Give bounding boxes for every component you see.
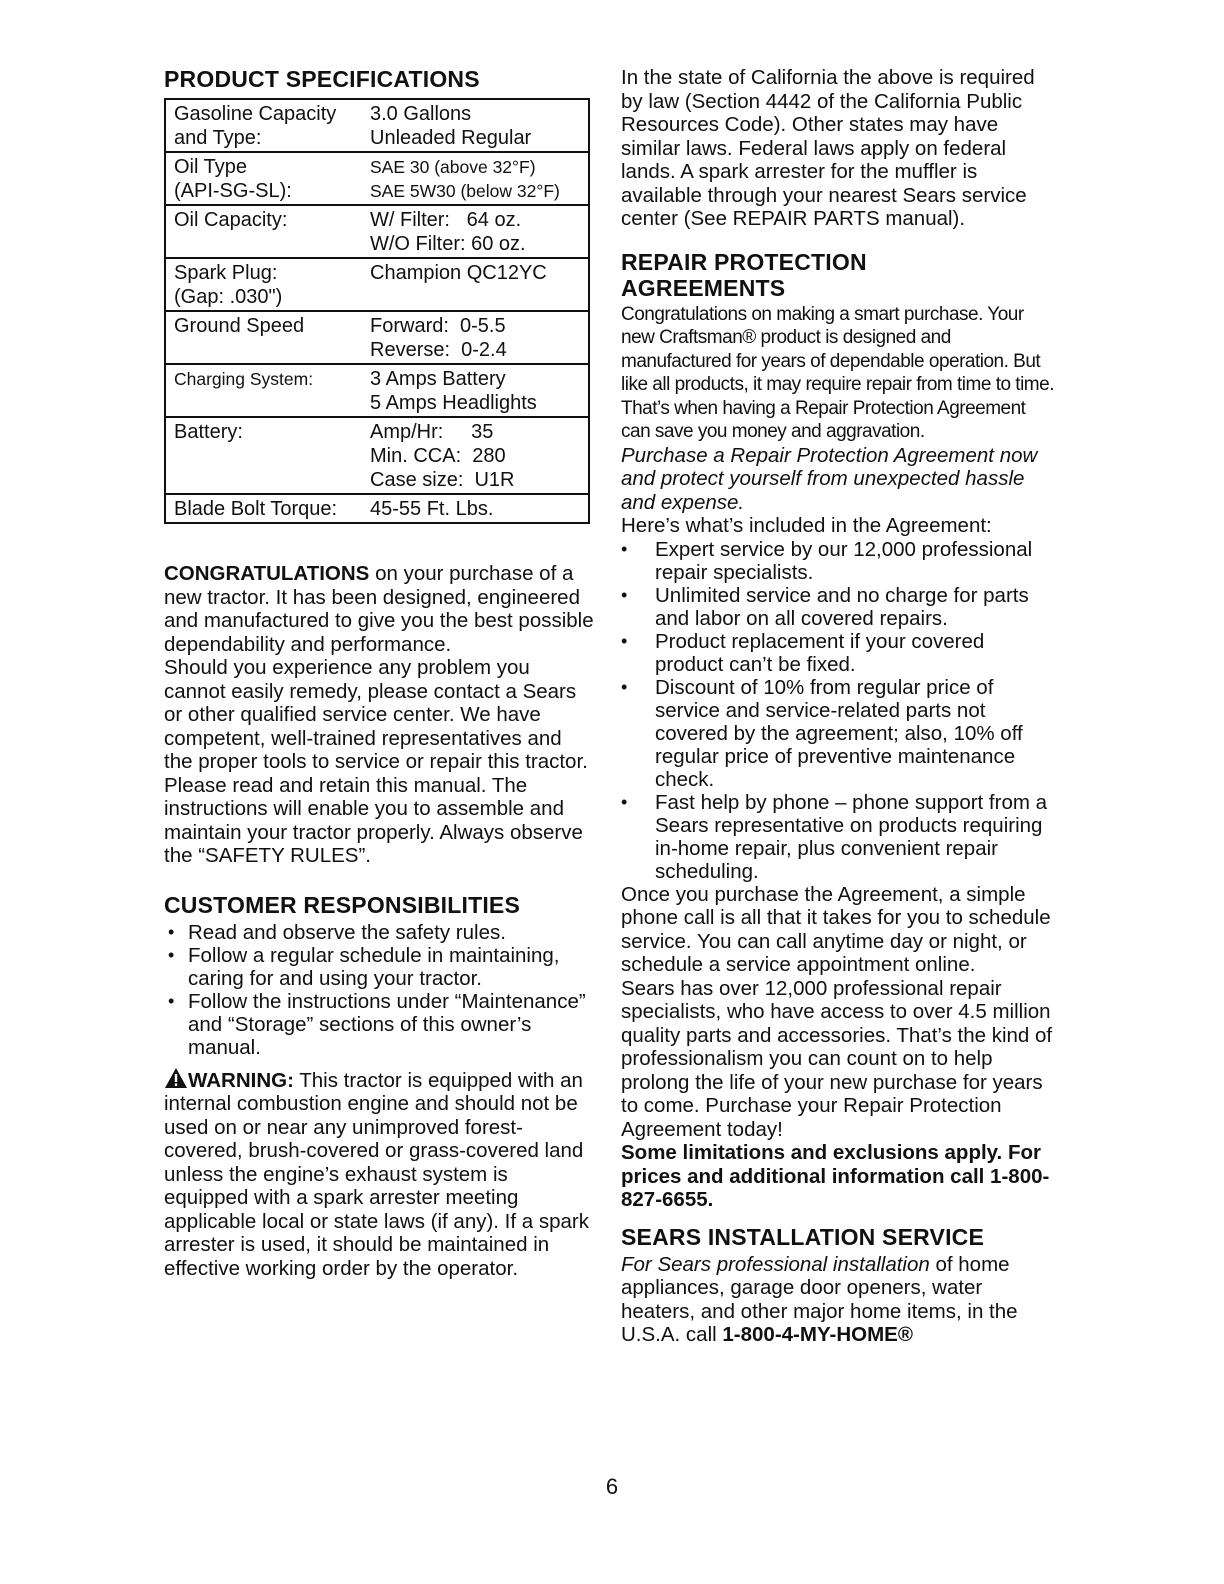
- spec-label: [165, 417, 370, 494]
- spec-value: [370, 364, 589, 417]
- installation-service-heading: SEARS INSTALLATION SERVICE: [621, 1223, 985, 1250]
- installation-text: of home appliances, garage door openers, water heaters, and other major home items, in the U.S.A. call: [621, 1252, 1018, 1346]
- spec-label-line: Charging System:: [174, 369, 314, 389]
- product-specifications-heading: PRODUCT SPECIFICATIONS: [164, 66, 480, 92]
- list-item: • Fast help by phone – phone support from a Sears representative on products requiring in-home repair, plus convenient repair scheduling.: [621, 791, 1057, 883]
- service-paragraph: Should you experience any problem you cannot easily remedy, please contact a Sears or other qualified service center. We have competent, well-trained representatives and the proper tools to service or repair this tractor.: [164, 656, 588, 773]
- spec-value-line: SAE 5W30 (below 32°F): [370, 181, 560, 201]
- spec-value: [370, 311, 589, 364]
- repair-heading-line1: REPAIR PROTECTION: [621, 248, 867, 275]
- spec-label-line: Oil Capacity:: [174, 209, 288, 231]
- warning-triangle-icon: [164, 1067, 188, 1089]
- spec-value: [370, 494, 589, 523]
- spec-label-line: (Gap: .030"): [174, 286, 283, 308]
- sears-specialists-paragraph: Sears has over 12,000 professional repair specialists, who have access to over 4.5 million quality parts and accessories. That’s the kind of professionalism you can count on to help prolong the life of your new purchase for years to come. Purchase your Repair Protection Agreement today!: [621, 976, 1053, 1141]
- spec-label-line: Battery:: [174, 421, 243, 443]
- list-item: • Expert service by our 12,000 professional repair specialists.: [621, 538, 1057, 584]
- specifications-table: [164, 98, 590, 524]
- spec-label: [165, 258, 370, 311]
- spec-label: [165, 311, 370, 364]
- spec-value-line: W/ Filter: 64 oz.: [370, 209, 522, 231]
- responsibilities-list: [164, 921, 594, 1059]
- installation-paragraph: [621, 1253, 1057, 1347]
- spec-value-line: 3.0 Gallons: [370, 103, 472, 125]
- spec-value: [370, 417, 589, 494]
- spec-label: [165, 152, 370, 205]
- spec-value-line: Min. CCA: 280: [370, 445, 506, 467]
- list-item: • Follow the instructions under “Maintenance” and “Storage” sections of this owner’s manual.: [164, 990, 594, 1059]
- limitations-note: Some limitations and exclusions apply. For prices and additional information call 1-800-827-6655.: [621, 1141, 1050, 1211]
- left-column: [164, 66, 594, 1280]
- congratulations-paragraph: [164, 562, 594, 656]
- installation-phone: 1-800-4-MY-HOME®: [722, 1323, 913, 1346]
- spec-label: [165, 99, 370, 152]
- spec-value: [370, 258, 589, 311]
- repair-protection-heading: [621, 249, 1057, 301]
- congratulations-lead: CONGRATULATIONS: [164, 562, 370, 585]
- spec-label-line: Spark Plug:: [174, 262, 278, 284]
- congratulations-text: on your purchase of a new tractor. It has been designed, engineered and manufactured to give you the best possible dependability and performance.: [164, 562, 594, 656]
- spec-value-line: Forward: 0-5.5: [370, 315, 506, 337]
- right-column: [621, 66, 1057, 1347]
- spec-label: [165, 205, 370, 258]
- spec-value-line: W/O Filter: 60 oz.: [370, 233, 526, 255]
- spec-value-line: Reverse: 0-2.4: [370, 339, 507, 361]
- warning-text: This tractor is equipped with an internal combustion engine and should not be used on or near any unimproved forest-covered, brush-covered or grass-covered land unless the engine’s exhaust system is equipped with a spark arrester meeting applicable local or state laws (if any). If a spark arrester is used, it should be maintained in effective working order by the operator.: [164, 1068, 589, 1280]
- list-item: • Product replacement if your covered product can’t be fixed.: [621, 630, 1057, 676]
- spec-label-line: Oil Type: [174, 156, 247, 178]
- repair-benefits-list: [621, 538, 1057, 883]
- manual-paragraph: Please read and retain this manual. The instructions will enable you to assemble and maintain your tractor properly. Always observe the “SAFETY RULES”.: [164, 773, 583, 867]
- spec-label-line: Gasoline Capacity: [174, 103, 337, 125]
- spec-value-line: Unleaded Regular: [370, 127, 532, 149]
- table-row: [165, 99, 589, 152]
- table-row: [165, 152, 589, 205]
- table-row: [165, 364, 589, 417]
- spec-value: [370, 152, 589, 205]
- list-item: • Follow a regular schedule in maintaining, caring for and using your tractor.: [164, 944, 594, 990]
- table-row: [165, 311, 589, 364]
- list-item: • Read and observe the safety rules.: [164, 921, 594, 944]
- spec-value: [370, 99, 589, 152]
- customer-responsibilities-heading: CUSTOMER RESPONSIBILITIES: [164, 891, 521, 918]
- spec-label-line: and Type:: [174, 127, 262, 149]
- spec-value-line: 5 Amps Headlights: [370, 392, 537, 414]
- spec-value-line: 3 Amps Battery: [370, 368, 506, 390]
- table-row: [165, 258, 589, 311]
- warning-label: WARNING:: [188, 1068, 294, 1092]
- repair-heading-line2: AGREEMENTS: [621, 274, 786, 301]
- installation-italic: For Sears professional installation: [621, 1252, 930, 1276]
- list-item: • Unlimited service and no charge for parts and labor on all covered repairs.: [621, 584, 1057, 630]
- spec-value-line: Case size: U1R: [370, 469, 515, 491]
- california-paragraph: In the state of California the above is required by law (Section 4442 of the California Public Resources Code). Other states may have similar laws. Federal laws apply on federal lands. A spark arrester for the muffler is available through your nearest Sears service center (See REPAIR PARTS manual).: [621, 66, 1035, 230]
- spec-label-line: Ground Speed: [174, 315, 305, 337]
- spec-label: [165, 364, 370, 417]
- warning-paragraph: [164, 1067, 594, 1281]
- spec-value-line: 45-55 Ft. Lbs.: [370, 498, 494, 520]
- table-row: [165, 205, 589, 258]
- list-item: • Discount of 10% from regular price of service and service-related parts not covered by the agreement; also, 10% off regular price of preventive maintenance check.: [621, 676, 1057, 791]
- repair-italic-note: Purchase a Repair Protection Agreement now and protect yourself from unexpected hassle and expense.: [621, 443, 1038, 514]
- table-row: [165, 417, 589, 494]
- table-row: [165, 494, 589, 523]
- spec-label-line: Blade Bolt Torque:: [174, 498, 338, 520]
- spec-label: [165, 494, 370, 523]
- once-paragraph: Once you purchase the Agreement, a simple phone call is all that it takes for you to schedule service. You can call anytime day or night, or schedule a service appointment online.: [621, 882, 1051, 976]
- spec-value-line: SAE 30 (above 32°F): [370, 157, 536, 177]
- spec-label-line: (API-SG-SL):: [174, 180, 292, 202]
- repair-included-intro: Here’s what’s included in the Agreement:: [621, 514, 992, 537]
- repair-intro: Congratulations on making a smart purchase. Your new Craftsman® product is designed and manufactured for years of dependable operation. But like all products, it may require repair from time to time. That’s when having a Repair Protection Agreement can save you money and aggravation.: [621, 303, 1054, 442]
- spec-value-line: Amp/Hr: 35: [370, 421, 494, 443]
- spec-value: [370, 205, 589, 258]
- spec-value-line: Champion QC12YC: [370, 262, 547, 284]
- page-number: 6: [605, 1474, 619, 1499]
